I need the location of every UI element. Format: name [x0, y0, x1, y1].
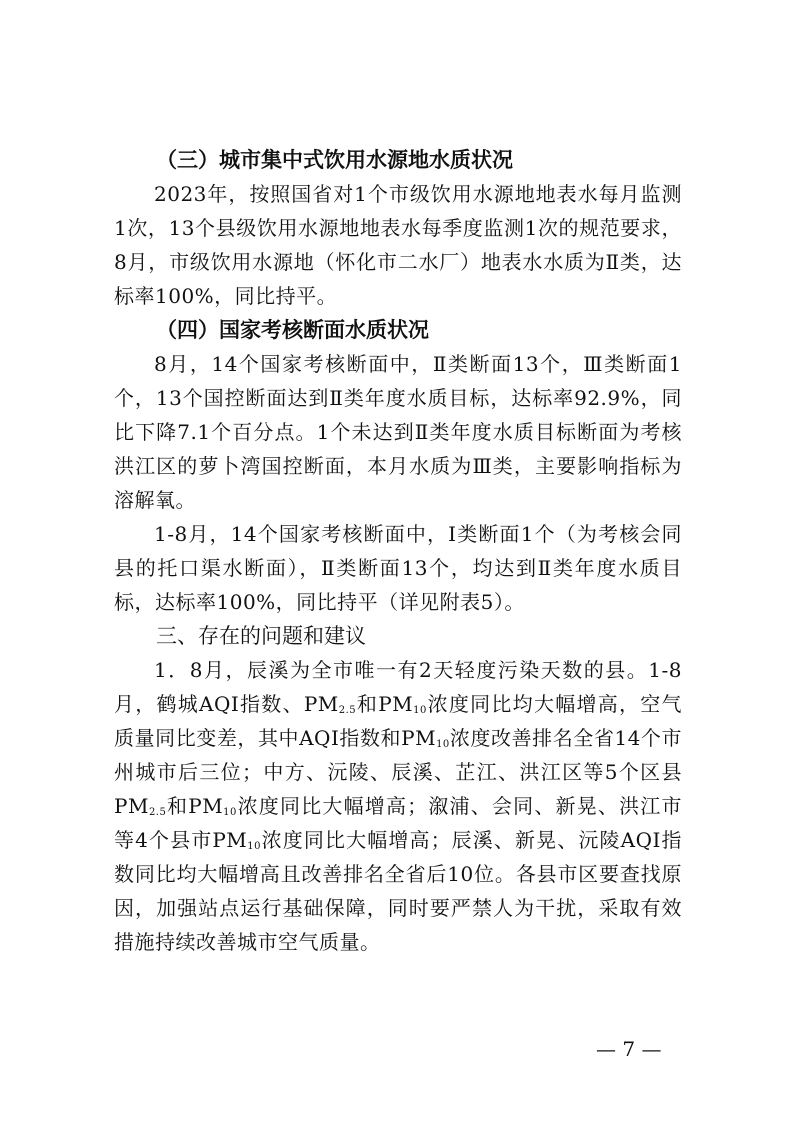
pm-subscript: 10 [247, 841, 261, 852]
pm-subscript: 10 [436, 739, 450, 750]
pm-subscript: 10 [413, 705, 427, 716]
document-body [114, 143, 682, 959]
paragraph-august-sections: 8月，14个国家考核断面中，Ⅱ类断面13个，Ⅲ类断面1个，13个国控断面达到Ⅱ类年度水质目标，达标率92.9%，同比下降7.1个百分点。1个未达到Ⅱ类年度水质目标断面为考核洪江区的萝卜湾国控断面，本月水质为Ⅲ类，主要影响指标为溶解氧。 [114, 352, 682, 512]
paragraph-air-quality [114, 653, 682, 959]
air-text-2: 和PM [356, 692, 414, 716]
paragraph-jan-aug-sections: 1-8月，14个国家考核断面中，Ⅰ类断面1个（为考核会同县的托口渠水断面），Ⅱ类断面13个，均达到Ⅱ类年度水质目标，达标率100%，同比持平（详见附表5）。 [114, 522, 682, 614]
page-number: — 7 — [596, 1037, 662, 1061]
pm-subscript: 2.5 [148, 807, 167, 818]
air-text-4: 浓度改善排名全省14个市州城市后三位；中方、沅陵、辰溪、芷江、洪江区等5个区县PM [114, 726, 682, 818]
pm-subscript: 10 [223, 807, 237, 818]
air-text-3: 浓度同比均大幅增高，空气质量同比变差，其中AQI指数和PM [114, 692, 683, 750]
pm-subscript: 2.5 [338, 705, 357, 716]
air-text-7: 浓度同比大幅增高；辰溪、新晃、沅陵AQI指数同比均大幅增高且改善排名全省后10位。各县市区要查找原因，加强站点运行基础保障，同时要严禁人为干扰，采取有效措施持续改善城市空气质量。 [114, 828, 682, 954]
section-heading-problems: 三、存在的问题和建议 [156, 624, 366, 648]
heading-drinking-water-source: （三）城市集中式饮用水源地水质状况 [156, 148, 513, 172]
air-text-5: 和PM [166, 794, 224, 818]
paragraph-drinking-water: 2023年，按照国省对1个市级饮用水源地地表水每月监测1次，13个县级饮用水源地地表水每季度监测1次的规范要求，8月，市级饮用水源地（怀化市二水厂）地表水水质为Ⅱ类，达标率100%，同比持平。 [114, 182, 682, 308]
heading-national-sections: （四）国家考核断面水质状况 [156, 318, 429, 342]
air-text-1: 1．8月，辰溪为全市唯一有2天轻度污染天数的县。1-8月，鹤城AQI指数、PM [114, 658, 682, 716]
air-text-6: 浓度同比大幅增高；溆浦、会同、新晃、洪江市等4个县市PM [114, 794, 683, 852]
